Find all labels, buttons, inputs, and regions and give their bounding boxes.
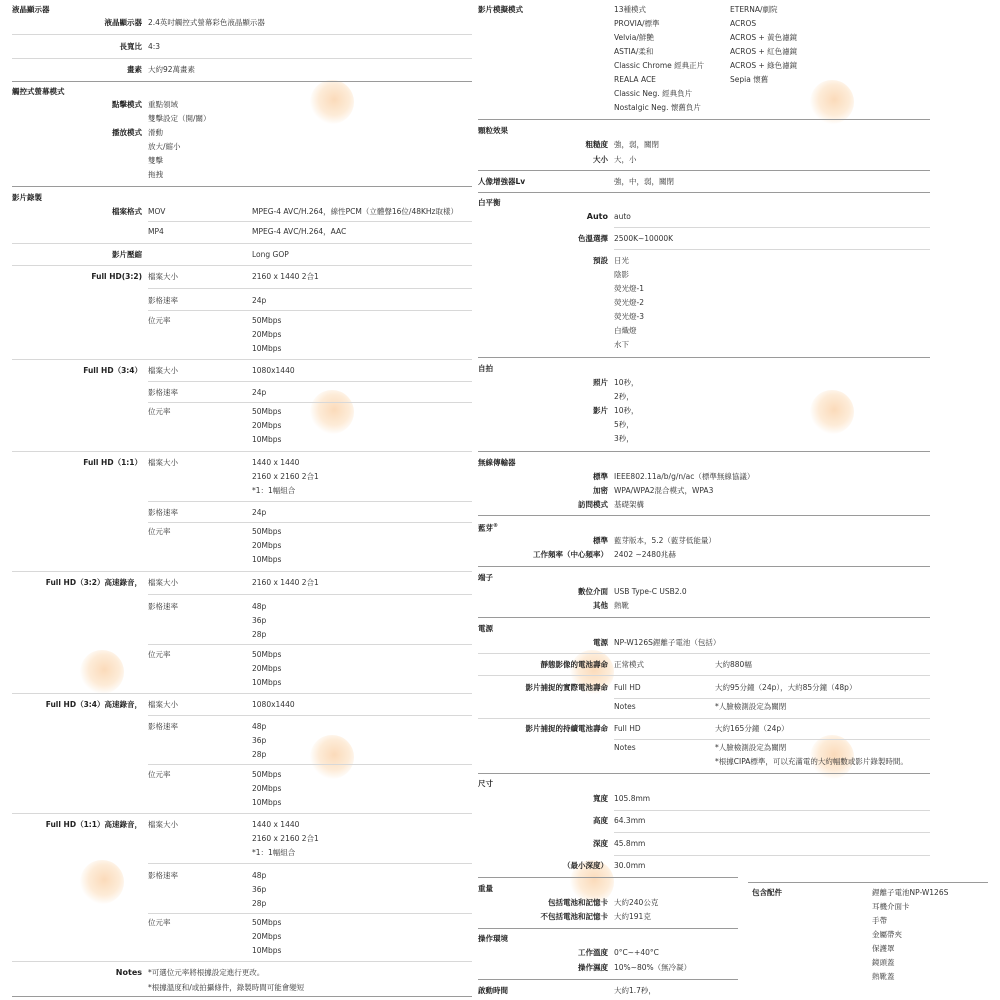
weight-incl-value: 大約240公克 — [614, 898, 659, 907]
mp4-value: MPEG-4 AVC/H.264，AAC — [252, 227, 347, 236]
wb-preset-value: 陰影 — [614, 270, 629, 279]
fhd11-size: 1440 x 1440 — [252, 458, 300, 467]
accessory-item: 熱靴蓋 — [872, 972, 895, 981]
bitrate-value: 20Mbps — [252, 664, 282, 673]
bt-std-label: 標準 — [593, 536, 608, 545]
lcd-section-header: 液晶顯示器 — [12, 5, 50, 14]
row-divider — [614, 855, 930, 856]
power-value: NP-W126S鋰離子電池（包括） — [614, 638, 721, 647]
bt-freq-value: 2402 ~2480兆赫 — [614, 550, 676, 559]
bitrate-value: 10Mbps — [252, 946, 282, 955]
section-divider — [478, 451, 930, 452]
row-divider — [148, 288, 472, 289]
dim-height-label: 高度 — [593, 816, 608, 825]
aspect-value: 4:3 — [148, 42, 161, 51]
wb-color-label: 色溫選擇 — [578, 234, 608, 243]
film-sim-item: ACROS + 紅色濾鏡 — [730, 47, 798, 56]
bitrate-value: 10Mbps — [252, 798, 282, 807]
section-divider — [478, 192, 930, 193]
dim-depth-label: 深度 — [593, 839, 608, 848]
film-sim-item: REALA ACE — [614, 75, 656, 84]
self-photo-value: 10秒， — [614, 378, 639, 387]
dim-header: 尺寸 — [478, 779, 493, 788]
bitrate-value: 50Mbps — [252, 527, 282, 536]
film-sim-item: ACROS + 黃色濾鏡 — [730, 33, 798, 42]
wb-preset-value: 白熾燈 — [614, 326, 637, 335]
row-divider — [478, 653, 930, 654]
frame-size-label: 檔案大小 — [148, 700, 178, 709]
play-mode-value: 拖拽 — [148, 170, 163, 179]
mov-label: MOV — [148, 207, 166, 216]
frame-size-label: 檔案大小 — [148, 366, 178, 375]
row-divider — [478, 718, 930, 719]
movie-batt-notes-label: Notes — [614, 702, 636, 711]
movie-batt-notes-value: *人臉檢測設定為關閉 — [715, 702, 787, 711]
film-sim-item: 13種模式 — [614, 5, 647, 14]
frame-size-label: 檔案大小 — [148, 458, 178, 467]
hs-rate-value: 48p — [252, 871, 267, 880]
section-divider — [478, 566, 930, 567]
pixels-value: 大約92萬畫素 — [148, 65, 196, 74]
row-divider — [148, 310, 472, 311]
row-divider — [478, 675, 930, 676]
film-sim-item: Velvia/鮮艷 — [614, 33, 654, 42]
notes-value: *根據溫度和/或拍攝條件，錄製時間可能會變短 — [148, 983, 305, 992]
touch-mode-value: 雙擊設定（開/關） — [148, 114, 211, 123]
wb-color-value: 2500K~10000K — [614, 234, 674, 243]
row-divider — [148, 644, 472, 645]
row-divider — [148, 402, 472, 403]
bitrate-value: 20Mbps — [252, 932, 282, 941]
section-divider — [478, 357, 930, 358]
row-divider — [148, 522, 472, 523]
lcd-label: 液晶顯示器 — [104, 18, 142, 27]
power-header: 電源 — [478, 624, 493, 633]
self-movie-label: 影片 — [593, 406, 608, 415]
accessory-item: 鏡頭蓋 — [872, 958, 895, 967]
film-sim-item: Nostalgic Neg. 懷舊負片 — [614, 103, 701, 112]
touch-mode-value: 重點領域 — [148, 100, 178, 109]
movie-batt-label: 影片捕捉的實際電池壽命 — [525, 683, 608, 692]
row-divider — [12, 34, 472, 35]
dim-width-label: 寬度 — [593, 794, 608, 803]
weight-header: 重量 — [478, 884, 493, 893]
bitrate-value: 10Mbps — [252, 678, 282, 687]
grain-size-label: 大小 — [593, 155, 608, 164]
row-divider — [12, 813, 472, 814]
bitrate-label: 位元率 — [148, 770, 171, 779]
term-digital-label: 數位介面 — [578, 587, 608, 596]
film-sim-item: ACROS — [730, 19, 757, 28]
dim-height-value: 64.3mm — [614, 816, 646, 825]
row-divider — [148, 863, 472, 864]
dim-width-value: 105.8mm — [614, 794, 651, 803]
bt-freq-label: 工作頻率（中心頻率） — [533, 550, 608, 559]
film-sim-item: Sepia 懷舊 — [730, 75, 769, 84]
row-divider — [614, 249, 930, 250]
section-divider — [748, 882, 988, 883]
cont-batt-notes-value: *根據CIPA標準，可以充滿電的大約幅數或影片錄製時間。 — [715, 757, 908, 766]
row-divider — [614, 810, 930, 811]
cont-batt-label: 影片捕捉的持續電池壽命 — [525, 724, 608, 733]
section-divider — [12, 186, 472, 187]
bitrate-value: 50Mbps — [252, 407, 282, 416]
bitrate-label: 位元率 — [148, 650, 171, 659]
section-divider — [478, 773, 930, 774]
hs-rate-value: 28p — [252, 899, 267, 908]
row-divider — [12, 571, 472, 572]
cont-batt-notes-value: *人臉檢測設定為關閉 — [715, 743, 787, 752]
frame-size-label: 檔案大小 — [148, 820, 178, 829]
wb-preset-value: 熒光燈-3 — [614, 312, 644, 321]
watermark-logo — [810, 390, 854, 434]
mp4-label: MP4 — [148, 227, 164, 236]
wb-preset-value: 日光 — [614, 256, 629, 265]
dim-min-value: 30.0mm — [614, 861, 646, 870]
accessory-item: 手帶 — [872, 916, 887, 925]
watermark-logo — [310, 390, 354, 434]
startup-value: 大約1.7秒， — [614, 986, 656, 995]
notes-label: Notes — [115, 968, 142, 977]
frame-size-label: 檔案大小 — [148, 578, 178, 587]
film-sim-item: Classic Neg. 經典負片 — [614, 89, 693, 98]
dim-depth-value: 45.8mm — [614, 839, 646, 848]
section-divider — [478, 979, 738, 980]
term-digital-value: USB Type-C USB2.0 — [614, 587, 687, 596]
hs-rate-value: 36p — [252, 616, 267, 625]
movie-batt-value: 大約95分鐘（24p），大約85分鐘（48p） — [715, 683, 857, 692]
self-movie-value: 3秒， — [614, 434, 634, 443]
grain-rough-label: 粗糙度 — [585, 140, 608, 149]
grain-rough-value: 強，弱，關閉 — [614, 140, 659, 149]
play-mode-value: 滑動 — [148, 128, 163, 137]
section-divider — [12, 996, 472, 997]
bitrate-label: 位元率 — [148, 316, 171, 325]
row-divider — [148, 221, 472, 222]
wl-std-label: 標準 — [593, 472, 608, 481]
film-sim-item: Classic Chrome 經典正片 — [614, 61, 705, 70]
weight-excl-label: 不包括電池和記憶卡 — [540, 912, 608, 921]
env-hum-label: 操作濕度 — [578, 963, 608, 972]
compression-value: Long GOP — [252, 250, 289, 259]
frame-rate-label: 影格速率 — [148, 871, 178, 880]
bt-std-value: 藍芽版本，5.2（藍芽低能量） — [614, 536, 716, 545]
row-divider — [12, 58, 472, 59]
fhd11-label: Full HD（1:1） — [83, 458, 142, 467]
row-divider — [12, 243, 472, 244]
hs-rate-value: 48p — [252, 602, 267, 611]
frame-rate-label: 影格速率 — [148, 508, 178, 517]
still-batt-label: 靜態影像的電池壽命 — [540, 660, 608, 669]
wb-preset-value: 水下 — [614, 340, 629, 349]
term-other-label: 其他 — [593, 601, 608, 610]
grain-size-value: 大，小 — [614, 155, 637, 164]
frame-rate-label: 影格速率 — [148, 722, 178, 731]
hs34-label: Full HD（3:4）高速錄音， — [45, 700, 142, 709]
section-divider — [478, 617, 930, 618]
wl-access-value: 基礎架構 — [614, 500, 644, 509]
hs-rate-value: 36p — [252, 736, 267, 745]
bitrate-value: 20Mbps — [252, 784, 282, 793]
mov-value: MPEG-4 AVC/H.264，線性PCM（立體聲16位/48KHz取樣） — [252, 207, 458, 216]
hs-rate-value: 36p — [252, 885, 267, 894]
watermark-logo — [810, 80, 854, 124]
row-divider — [148, 381, 472, 382]
wb-preset-label: 預設 — [593, 256, 608, 265]
frame-rate-label: 影格速率 — [148, 296, 178, 305]
accessories-header: 包含配件 — [752, 888, 782, 897]
frame-rate-label: 影格速率 — [148, 388, 178, 397]
still-batt-mode: 正常模式 — [614, 660, 644, 669]
film-sim-item: ACROS + 綠色濾鏡 — [730, 61, 798, 70]
row-divider — [148, 594, 472, 595]
accessory-item: 鋰離子電池NP-W126S — [872, 888, 949, 897]
bitrate-value: 20Mbps — [252, 330, 282, 339]
fhd32-size: 2160 x 1440 2合1 — [252, 272, 319, 281]
fhd34-label: Full HD（3:4） — [83, 366, 142, 375]
row-divider — [148, 913, 472, 914]
fhd11-size: 2160 x 2160 2合1 — [252, 472, 319, 481]
row-divider — [12, 359, 472, 360]
hs11-size: *1：1幅組合 — [252, 848, 296, 857]
hs-rate-value: 48p — [252, 722, 267, 731]
hs-rate-value: 28p — [252, 630, 267, 639]
fhd34-size: 1080x1440 — [252, 366, 295, 375]
row-divider — [148, 764, 472, 765]
still-batt-value: 大約880幅 — [715, 660, 752, 669]
watermark-logo — [310, 735, 354, 779]
self-photo-label: 照片 — [593, 378, 608, 387]
cont-batt-value: 大約165分鐘（24p） — [715, 724, 789, 733]
compression-label: 影片壓縮 — [112, 250, 142, 259]
bitrate-value: 20Mbps — [252, 541, 282, 550]
term-other-value: 熱靴 — [614, 601, 629, 610]
wl-std-value: IEEE802.11a/b/g/n/ac（標準無線協議） — [614, 472, 755, 481]
section-divider — [478, 515, 930, 516]
bitrate-label: 位元率 — [148, 407, 171, 416]
accessory-item: 保護罩 — [872, 944, 895, 953]
frame-rate-label: 影格速率 — [148, 602, 178, 611]
play-mode-value: 雙擊 — [148, 156, 163, 165]
portrait-header: 人像增強器Lv — [478, 177, 526, 186]
env-temp-label: 工作溫度 — [578, 948, 608, 957]
row-divider — [614, 698, 930, 699]
accessory-item: 耳機介面卡 — [872, 902, 910, 911]
wb-preset-value: 熒光燈-1 — [614, 284, 644, 293]
row-divider — [614, 227, 930, 228]
bitrate-label: 位元率 — [148, 918, 171, 927]
watermark-logo — [80, 650, 124, 694]
movie-section-header: 影片錄製 — [12, 193, 42, 202]
row-divider — [148, 715, 472, 716]
hs32-size: 2160 x 1440 2合1 — [252, 578, 319, 587]
env-hum-value: 10%~80%（無冷凝） — [614, 963, 692, 972]
section-divider — [12, 81, 472, 82]
section-divider — [478, 928, 738, 929]
terminal-header: 端子 — [478, 573, 493, 582]
grain-header: 顆粒效果 — [478, 126, 508, 135]
film-sim-item: PROVIA/標準 — [614, 19, 660, 28]
bitrate-value: 50Mbps — [252, 918, 282, 927]
frame-size-label: 檔案大小 — [148, 272, 178, 281]
hs-rate-value: 28p — [252, 750, 267, 759]
file-format-label: 檔案格式 — [112, 207, 142, 216]
wb-header: 白平衡 — [478, 198, 501, 207]
wb-auto-value: auto — [614, 212, 631, 221]
film-sim-header: 影片模擬模式 — [478, 5, 523, 14]
aspect-label: 長寬比 — [119, 42, 142, 51]
self-movie-value: 10秒， — [614, 406, 639, 415]
film-sim-item: ETERNA/劇院 — [730, 5, 778, 14]
watermark-logo — [310, 80, 354, 124]
play-mode-value: 放大/縮小 — [148, 142, 181, 151]
wl-enc-value: WPA/WPA2混合模式，WPA3 — [614, 486, 714, 495]
section-divider — [478, 877, 738, 878]
self-photo-value: 2秒， — [614, 392, 634, 401]
registered-mark: ® — [493, 523, 498, 529]
fhd11-size: *1：1幅組合 — [252, 486, 296, 495]
env-header: 操作環境 — [478, 934, 508, 943]
weight-incl-label: 包括電池和記憶卡 — [548, 898, 608, 907]
wb-preset-value: 熒光燈-2 — [614, 298, 644, 307]
row-divider — [614, 739, 930, 740]
bluetooth-header: 藍芽® — [478, 523, 498, 533]
fhd11-rate: 24p — [252, 508, 267, 517]
wb-auto-label: Auto — [586, 212, 608, 221]
portrait-value: 強，中，弱，關閉 — [614, 177, 674, 186]
hs11-size: 1440 x 1440 — [252, 820, 300, 829]
notes-value: *可選位元率將根據設定進行更改。 — [148, 968, 265, 977]
lcd-value: 2.4英吋觸控式螢幕彩色液晶顯示器 — [148, 18, 265, 27]
accessory-item: 金屬帶夾 — [872, 930, 902, 939]
hs34-size: 1080x1440 — [252, 700, 295, 709]
fhd32-rate: 24p — [252, 296, 267, 305]
watermark-logo — [80, 860, 124, 904]
hs11-label: Full HD（1:1）高速錄音， — [45, 820, 142, 829]
self-timer-header: 自拍 — [478, 364, 493, 373]
bitrate-value: 50Mbps — [252, 650, 282, 659]
cont-batt-notes-label: Notes — [614, 743, 636, 752]
dim-min-label: （最小深度） — [563, 861, 608, 870]
bitrate-value: 10Mbps — [252, 555, 282, 564]
fhd32-label: Full HD(3:2) — [91, 272, 142, 281]
section-divider — [478, 119, 930, 120]
row-divider — [148, 501, 472, 502]
film-sim-item: ASTIA/柔和 — [614, 47, 654, 56]
hs32-label: Full HD（3:2）高速錄音， — [45, 578, 142, 587]
touch-mode-label: 點擊模式 — [112, 100, 142, 109]
bitrate-label: 位元率 — [148, 527, 171, 536]
row-divider — [12, 693, 472, 694]
pixels-label: 畫素 — [127, 65, 142, 74]
hs11-size: 2160 x 2160 2合1 — [252, 834, 319, 843]
power-label: 電源 — [593, 638, 608, 647]
bitrate-value: 50Mbps — [252, 316, 282, 325]
wireless-header: 無線傳輸器 — [478, 458, 516, 467]
cont-batt-mode: Full HD — [614, 724, 641, 733]
row-divider — [12, 265, 472, 266]
fhd34-rate: 24p — [252, 388, 267, 397]
bitrate-value: 50Mbps — [252, 770, 282, 779]
bitrate-value: 10Mbps — [252, 435, 282, 444]
bitrate-value: 10Mbps — [252, 344, 282, 353]
section-divider — [478, 170, 930, 171]
self-movie-value: 5秒， — [614, 420, 634, 429]
bitrate-value: 20Mbps — [252, 421, 282, 430]
row-divider — [12, 961, 472, 962]
wl-enc-label: 加密 — [593, 486, 608, 495]
touch-section-header: 觸控式螢幕模式 — [12, 87, 65, 96]
weight-excl-value: 大約191克 — [614, 912, 651, 921]
play-mode-label: 播放模式 — [112, 128, 142, 137]
env-temp-value: 0°C~+40°C — [614, 948, 659, 957]
row-divider — [614, 832, 930, 833]
row-divider — [12, 451, 472, 452]
movie-batt-mode: Full HD — [614, 683, 641, 692]
wl-access-label: 訪問模式 — [578, 500, 608, 509]
startup-header: 啟動時間 — [478, 986, 508, 995]
